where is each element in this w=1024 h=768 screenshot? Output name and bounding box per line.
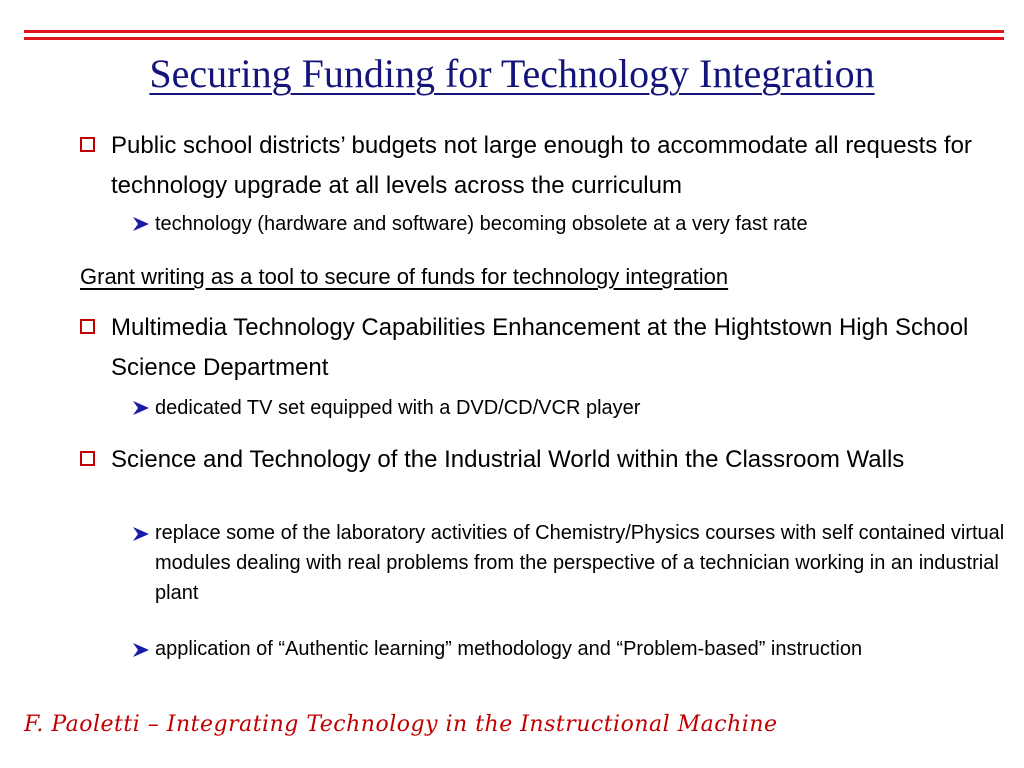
hollow-square-bullet-icon [80,451,95,466]
hollow-square-bullet-icon [80,319,95,334]
sub-bullet-obsolete [132,208,1012,240]
slide-title: Securing Funding for Technology Integration [149,51,875,96]
arrow-bullet-icon [132,526,150,542]
bullet-item-budgets [80,126,990,206]
sub-bullet-text-obsolete: technology (hardware and software) becoming obsolete at a very fast rate [155,213,808,235]
bullet-text-multimedia: Multimedia Technology Capabilities Enhancement at the Hightstown High School Science Department [111,314,969,381]
sub-bullet-virtual-modules [132,518,1012,608]
sub-bullet-text-authentic-learning: application of “Authentic learning” methodology and “Problem-based” instruction [155,638,863,660]
bullet-text-science-technology: Science and Technology of the Industrial World within the Classroom Walls [111,446,905,473]
section-heading-grant-writing: Grant writing as a tool to secure of funds for technology integration [80,264,729,289]
sub-bullet-text-virtual-modules: replace some of the laboratory activities of Chemistry/Physics courses with self contained virtual modules dealing with real problems from the perspective of a technician working in an industrial plant [155,522,1005,604]
bullet-item-science-technology [80,440,990,480]
bullet-item-multimedia [80,308,990,388]
arrow-bullet-icon [132,642,150,658]
slide-footer: F. Paoletti – Integrating Technology in the Instructional Machine [24,712,778,737]
hollow-square-bullet-icon [80,137,95,152]
bullet-text-budgets: Public school districts’ budgets not large enough to accommodate all requests for technology upgrade at all levels across the curriculum [111,132,972,199]
sub-bullet-authentic-learning [132,634,1012,664]
sub-bullet-tv-set [132,392,1012,424]
top-rule-upper [24,30,1004,33]
top-rule-lower [24,37,1004,40]
arrow-bullet-icon [132,400,150,416]
arrow-bullet-icon [132,216,150,232]
sub-bullet-text-tv-set: dedicated TV set equipped with a DVD/CD/VCR player [155,397,641,419]
